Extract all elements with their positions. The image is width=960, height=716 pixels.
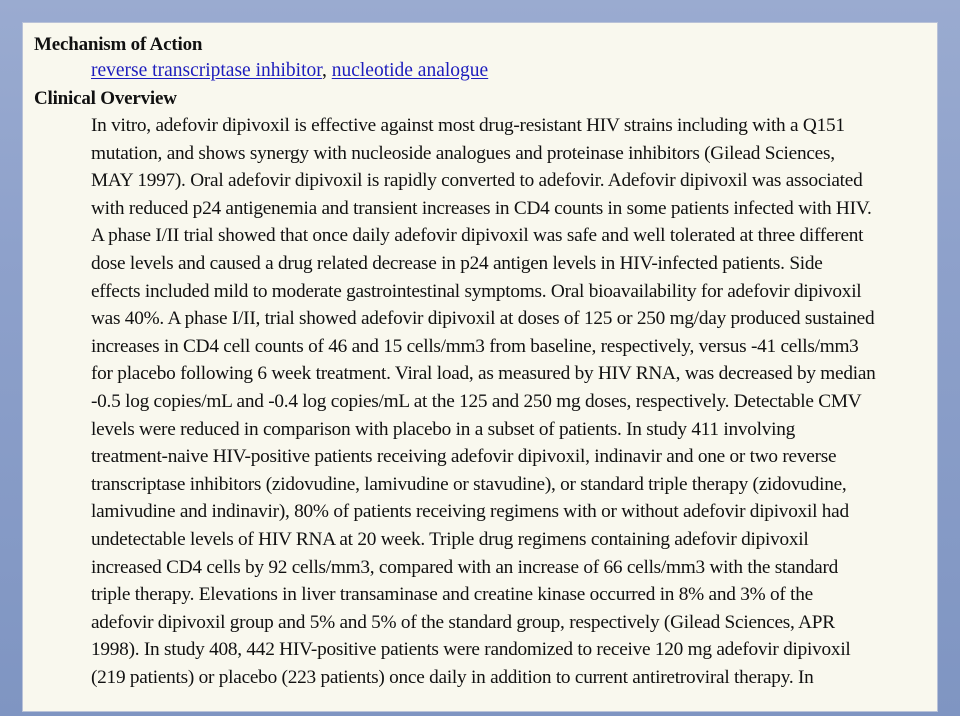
overview-line: was 40%. A phase I/II, trial showed adefovir dipivoxil at doses of 125 or 250 mg/day produced sustained [91,308,875,330]
overview-line: -0.5 log copies/mL and -0.4 log copies/mL at the 125 and 250 mg doses, respectively. Detectable CMV [91,390,862,412]
overview-line: mutation, and shows synergy with nucleoside analogues and proteinase inhibitors (Gilead Sciences, [91,142,835,164]
overview-line: transcriptase inhibitors (zidovudine, lamivudine or stavudine), or standard triple therapy (zidovudine, [91,473,847,495]
overview-line: (219 patients) or placebo (223 patients) once daily in addition to current antiretroviral therapy. In [91,666,814,688]
overview-line: increases in CD4 cell counts of 46 and 15 cells/mm3 from baseline, respectively, versus -41 cells/mm3 [91,335,859,357]
mechanism-links [91,58,934,86]
overview-line: adefovir dipivoxil group and 5% and 5% of the standard group, respectively (Gilead Sciences, APR [91,611,835,633]
document-content [34,32,934,691]
clinical-overview-heading: Clinical Overview [34,88,177,109]
overview-line: A phase I/II trial showed that once daily adefovir dipivoxil was safe and well tolerated at three different [91,225,864,247]
overview-line: for placebo following 6 week treatment. Viral load, as measured by HIV RNA, was decreased by median [91,363,876,385]
overview-line: levels were reduced in comparison with placebo in a subset of patients. In study 411 involving [91,418,796,440]
overview-line: dose levels and caused a drug related decrease in p24 antigen levels in HIV-infected patients. Side [91,252,823,274]
overview-line: In vitro, adefovir dipivoxil is effective against most drug-resistant HIV strains including with a Q151 [91,115,845,136]
reverse-transcriptase-inhibitor-link[interactable]: reverse transcriptase inhibitor [91,60,322,81]
link-separator: , [321,60,327,81]
overview-line: triple therapy. Elevations in liver transaminase and creatine kinase occurred in 8% and 3% of the [91,584,813,606]
overview-line: lamivudine and indinavir), 80% of patients receiving regimens with or without adefovir dipivoxil had [91,501,849,523]
overview-line: increased CD4 cells by 92 cells/mm3, compared with an increase of 66 cells/mm3 with the standard [91,556,839,578]
mechanism-heading: Mechanism of Action [34,34,203,55]
overview-line: undetectable levels of HIV RNA at 20 week. Triple drug regimens containing adefovir dipivoxil [91,528,809,550]
overview-line: with reduced p24 antigenemia and transient increases in CD4 counts in some patients infected with HIV. [91,197,872,219]
clinical-overview-text [91,112,937,691]
overview-line: effects included mild to moderate gastrointestinal symptoms. Oral bioavailability for adefovir dipivoxil [91,280,862,302]
document-page [22,22,938,712]
overview-line: 1998). In study 408, 442 HIV-positive patients were randomized to receive 120 mg adefovir dipivoxil [91,639,851,661]
nucleotide-analogue-link[interactable]: nucleotide analogue [331,60,489,81]
overview-line: treatment-naive HIV-positive patients receiving adefovir dipivoxil, indinavir and one or two reverse [91,446,837,468]
overview-line: MAY 1997). Oral adefovir dipivoxil is rapidly converted to adefovir. Adefovir dipivoxil was associated [91,170,863,192]
